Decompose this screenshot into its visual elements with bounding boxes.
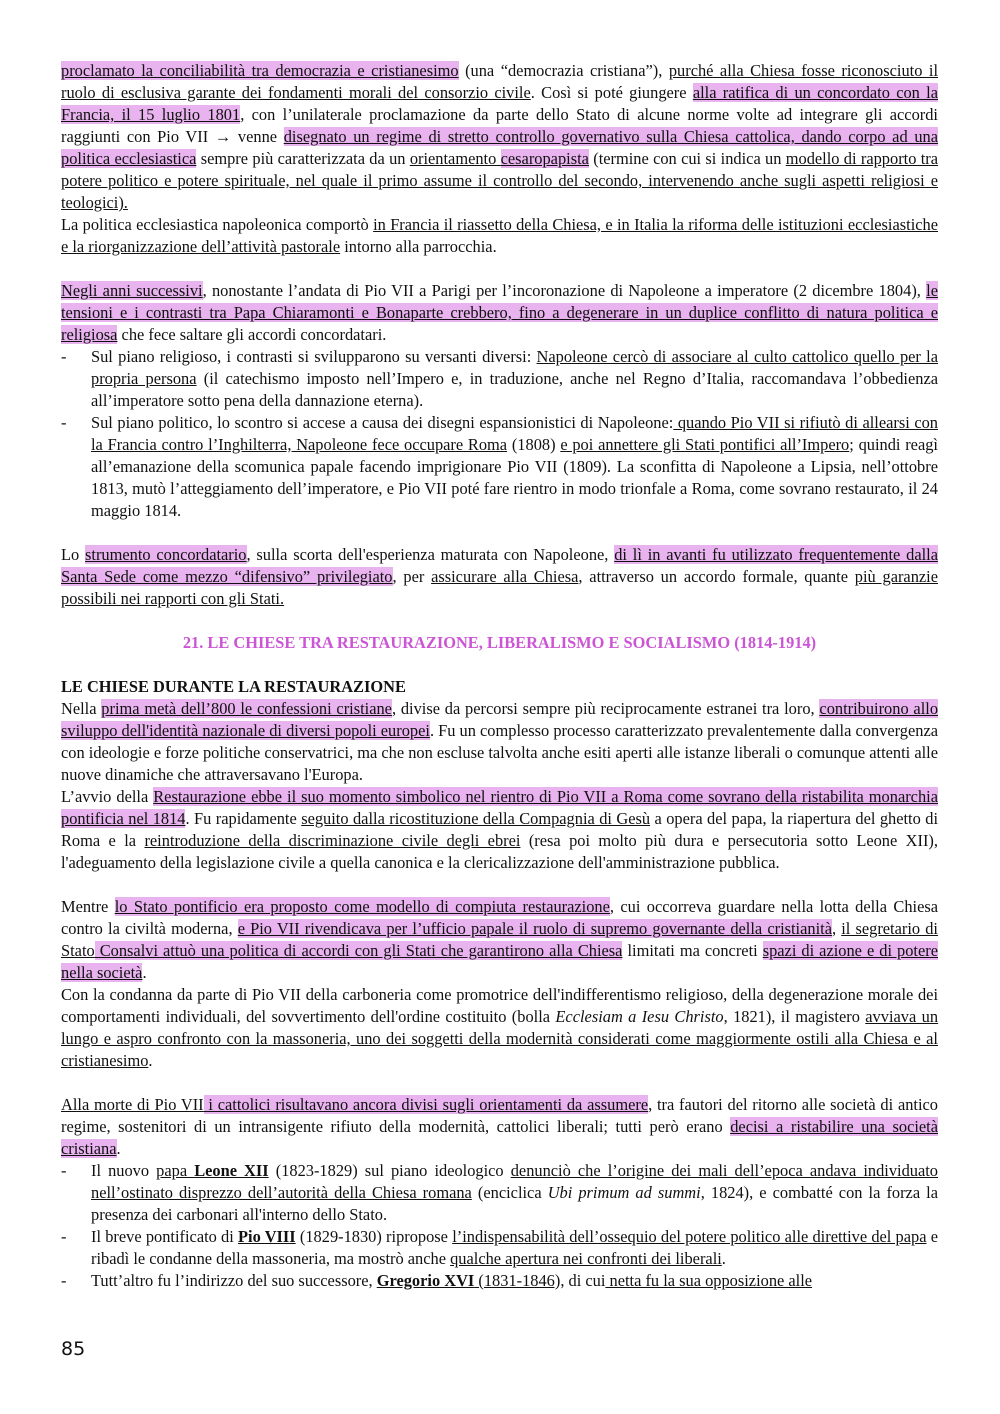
underlined-text: (1831-1846), [474, 1271, 565, 1290]
spacer [61, 522, 938, 544]
spacer [61, 1072, 938, 1094]
list-item [61, 346, 938, 412]
text: (1808) [507, 435, 561, 454]
text: , divise da percorsi sempre più reciprocamente estranei tra loro, [391, 699, 820, 718]
text: , per [392, 567, 432, 586]
highlighted-text: cesaropapista [500, 149, 589, 168]
text: , con l’unilaterale proclamazione da parte dello Stato di alcune norme volte ad integrare gli accordi raggiunti con Pio VII [61, 105, 938, 146]
text: (1829-1830) ripropose [295, 1227, 453, 1246]
arrow-icon: → [214, 127, 232, 146]
paragraph [61, 60, 938, 214]
text: Mentre [61, 897, 115, 916]
underlined-text: Alla morte di Pio VII [61, 1095, 204, 1114]
section-title: LE CHIESE DURANTE LA RESTAURAZIONE [61, 677, 406, 696]
text: . [721, 1249, 726, 1268]
underlined-text: l’indispensabilità dell’ossequio del potere politico alle direttive del papa [452, 1227, 927, 1246]
paragraph [61, 896, 938, 984]
underlined-text: purché alla Chiesa fosse riconosciuto il ruolo di esclusiva garante dei fondamenti morali del consorzio civile [61, 61, 939, 102]
italic-text: Ecclesiam a Iesu Christo [555, 1007, 724, 1026]
text: , nonostante l’andata di Pio VII a Parigi per l’incoronazione di Napoleone a imperatore (2 dicembre 1804), [202, 281, 927, 300]
list-item [61, 1160, 938, 1226]
text: Nella [61, 699, 102, 718]
underlined-text: avviava un lungo e aspro confronto con la massoneria, uno dei soggetti della modernità considerati come maggiormente ostili alla Chiesa e al cristianesimo [61, 1007, 939, 1070]
text: che fece saltare gli accordi concordatari. [117, 325, 387, 344]
highlighted-text: decisi a ristabilire una società cristiana [61, 1117, 938, 1158]
bullet-list [61, 1160, 938, 1292]
paragraph [61, 698, 938, 786]
text: Con la condanna da parte di Pio VII della carboneria come promotrice dell'indifferentismo religioso, della degenerazione morale dei comportamenti individuali, del sovvertimento dell'ordine costituito (bolla [61, 985, 938, 1026]
spacer [61, 654, 938, 676]
text: Sul piano religioso, i contrasti si svilupparono su versanti diversi: [91, 347, 537, 366]
paragraph [61, 214, 938, 258]
text: venne [231, 127, 284, 146]
underlined-text: papa [156, 1161, 195, 1180]
chapter-title: 21. LE CHIESE TRA RESTAURAZIONE, LIBERALISMO E SOCIALISMO (1814-1914) [182, 633, 817, 652]
text: . Fu rapidamente [185, 809, 302, 828]
bold-underlined-text: Gregorio XVI [376, 1271, 475, 1290]
paragraph [61, 544, 938, 610]
highlighted-text: contribuirono allo sviluppo dell'identità nazionale di diversi popoli europei [61, 699, 939, 740]
underlined-text: netta fu la sua opposizione alle [605, 1271, 813, 1290]
highlighted-text: Restaurazione ebbe il suo momento simbolico nel rientro di Pio VII a Roma come sovrano della ristabilita monarchia pontificia nel 1814 [61, 787, 938, 828]
underlined-text: quando Pio VII si rifiutò di allearsi con la Francia contro l’Inghilterra, Napoleone fece occupare Roma [91, 413, 938, 454]
text: , sulla scorta dell'esperienza maturata con Napoleone, [246, 545, 615, 564]
text: La politica ecclesiastica napoleonica comportò [61, 215, 374, 234]
spacer [61, 258, 938, 280]
bold-underlined-text: Pio VIII [238, 1227, 296, 1246]
highlighted-text: le tensioni e i contrasti tra Papa Chiaramonti e Bonaparte crebbero, fino a degenerare in un duplice conflitto di natura politica e religiosa [61, 281, 938, 344]
highlighted-text: Negli anni successivi [61, 281, 203, 300]
highlighted-text: e Pio VII rivendicava per l’ufficio papale il ruolo di supremo governante della cristianità [237, 919, 832, 938]
text: Il nuovo [91, 1161, 157, 1180]
highlighted-text: disegnato un regime di stretto controllo governativo sulla Chiesa cattolica, dando corpo ad una politica ecclesiastica [61, 127, 938, 168]
italic-text: Ubi primum ad summi [547, 1183, 701, 1202]
underlined-text: più garanzie possibili nei rapporti con gli Stati. [61, 567, 938, 608]
list-item [61, 412, 938, 522]
text: Il breve pontificato di [91, 1227, 239, 1246]
spacer [61, 874, 938, 896]
underlined-text: seguito dalla ricostituzione della Compagnia di Gesù [301, 809, 651, 828]
underlined-text: denunciò che l’origine dei mali dell’epoca andava individuato nell’ostinato disprezzo dell’autorità della Chiesa romana [91, 1161, 939, 1202]
text: , attraverso un accordo formale, quante [578, 567, 855, 586]
text: limitati ma concreti [622, 941, 763, 960]
paragraph [61, 786, 938, 874]
paragraph [61, 1094, 938, 1160]
highlighted-text: di lì in avanti fu utilizzato frequentemente dalla Santa Sede come mezzo “difensivo” privilegiato [61, 545, 938, 586]
highlighted-text: lo Stato pontificio era proposto come modello di compiuta restaurazione [114, 897, 610, 916]
list-item [61, 1270, 938, 1292]
highlighted-text: proclamato la conciliabilità tra democrazia e cristianesimo [61, 61, 459, 80]
text: , 1821), il magistero [723, 1007, 866, 1026]
text: . Fu un complesso processo caratterizzato prevalentemente dalla convergenza con ideologie e forze politiche conservatrici, ma che non escluse talvolta anche esiti aperti alle istanze liberali o comunque attenti alle nuove dinamiche che attraversavano l'Europa. [61, 721, 938, 784]
underlined-text: modello di rapporto tra potere politico e potere spirituale, nel quale il primo assume il controllo del secondo, intervenendo anche sugli aspetti religiosi e teologici). [61, 149, 939, 212]
highlighted-text: i cattolici risultavano ancora divisi sugli orientamenti da assumere [203, 1095, 649, 1114]
underlined-text: e poi annettere gli Stati pontifici all’Impero [560, 435, 850, 454]
highlighted-text: spazi di azione e di potere nella società [61, 941, 938, 982]
text: di cui [564, 1271, 606, 1290]
underlined-text: orientamento [409, 149, 501, 168]
text: . [116, 1139, 121, 1158]
highlighted-text: Consalvi attuò una politica di accordi con gli Stati che garantirono alla Chiesa [94, 941, 623, 960]
text: , cui occorreva guardare nella lotta della Chiesa contro la civiltà moderna, [61, 897, 938, 938]
text: a opera del papa, la riapertura del ghetto di Roma e la [61, 809, 938, 850]
bold-underlined-text: Leone XII [194, 1161, 269, 1180]
list-item [61, 1226, 938, 1270]
text: (enciclica [471, 1183, 548, 1202]
text: sempre più caratterizzata da un [196, 149, 410, 168]
paragraph [61, 984, 938, 1072]
text: (1823-1829) sul piano ideologico [268, 1161, 511, 1180]
underlined-text: in Francia il riassetto della Chiesa, e in Italia la riforma delle istituzioni ecclesiastiche e la riorganizzazione dell’attività pastorale [61, 215, 938, 256]
text: . Così si poté giungere [530, 83, 693, 102]
text: (termine con cui si indica un [588, 149, 786, 168]
text: , 1824), e combatté con la forza la presenza dei carbonari all'interno dello Stato. [91, 1183, 939, 1224]
highlighted-text: strumento concordatario [85, 545, 247, 564]
text: , [831, 919, 842, 938]
paragraph [61, 280, 938, 346]
text: ; quindi reagì all’emanazione della scomunica papale facendo imprigionare Pio VII (1809). La sconfitta di Napoleone a Lipsia, nell’ottobre 1813, mutò l’atteggiamento dell’imperatore, e Pio VII poté fare rientro in modo trionfale a Roma, come sovrano restaurato, il 24 maggio 1814. [91, 435, 938, 520]
document-page [61, 60, 938, 1292]
underlined-text: assicurare alla Chiesa [431, 567, 579, 586]
underlined-text: reintroduzione della discriminazione civile degli ebrei [144, 831, 521, 850]
text: (resa poi molto più dura e persecutoria sotto Leone XII), l'adeguamento della legislazione civile a quella canonica e la clericalizzazione dell'amministrazione pubblica. [61, 831, 938, 872]
text: Sul piano politico, lo scontro si accese a causa dei disegni espansionistici di Napoleone: [91, 413, 674, 432]
text: L’avvio della [61, 787, 154, 806]
highlighted-text: alla ratifica di un concordato con la Francia, il 15 luglio 1801 [61, 83, 938, 124]
text: e ribadì le condanne della massoneria, ma mostrò anche [91, 1227, 938, 1268]
text: , tra fautori del ritorno alle società di antico regime, sostenitori di un intransigente rifiuto della modernità, cattolici liberali; tutti però erano [61, 1095, 938, 1136]
text: . [148, 1051, 153, 1070]
text: (il catechismo imposto nell’Impero e, in traduzione, anche nel Regno d’Italia, raccomandava l’obbedienza all’imperatore sotto pena della dannazione eterna). [91, 369, 938, 410]
underlined-text: Napoleone cercò di associare al culto cattolico quello per la propria persona [91, 347, 938, 388]
underlined-text: il segretario di Stato [61, 919, 938, 960]
text: . [142, 963, 147, 982]
page-number: 85 [61, 1338, 86, 1360]
text: intorno alla parrocchia. [340, 237, 497, 256]
underlined-text: qualche apertura nei confronti dei liberali [450, 1249, 722, 1268]
text: Tutt’altro fu l’indirizzo del suo successore, [91, 1271, 377, 1290]
spacer [61, 610, 938, 632]
highlighted-text: prima metà dell’800 le confessioni cristiane [101, 699, 392, 718]
bullet-list [61, 346, 938, 522]
text: Lo [61, 545, 86, 564]
text: (una “democrazia cristiana”), [458, 61, 669, 80]
